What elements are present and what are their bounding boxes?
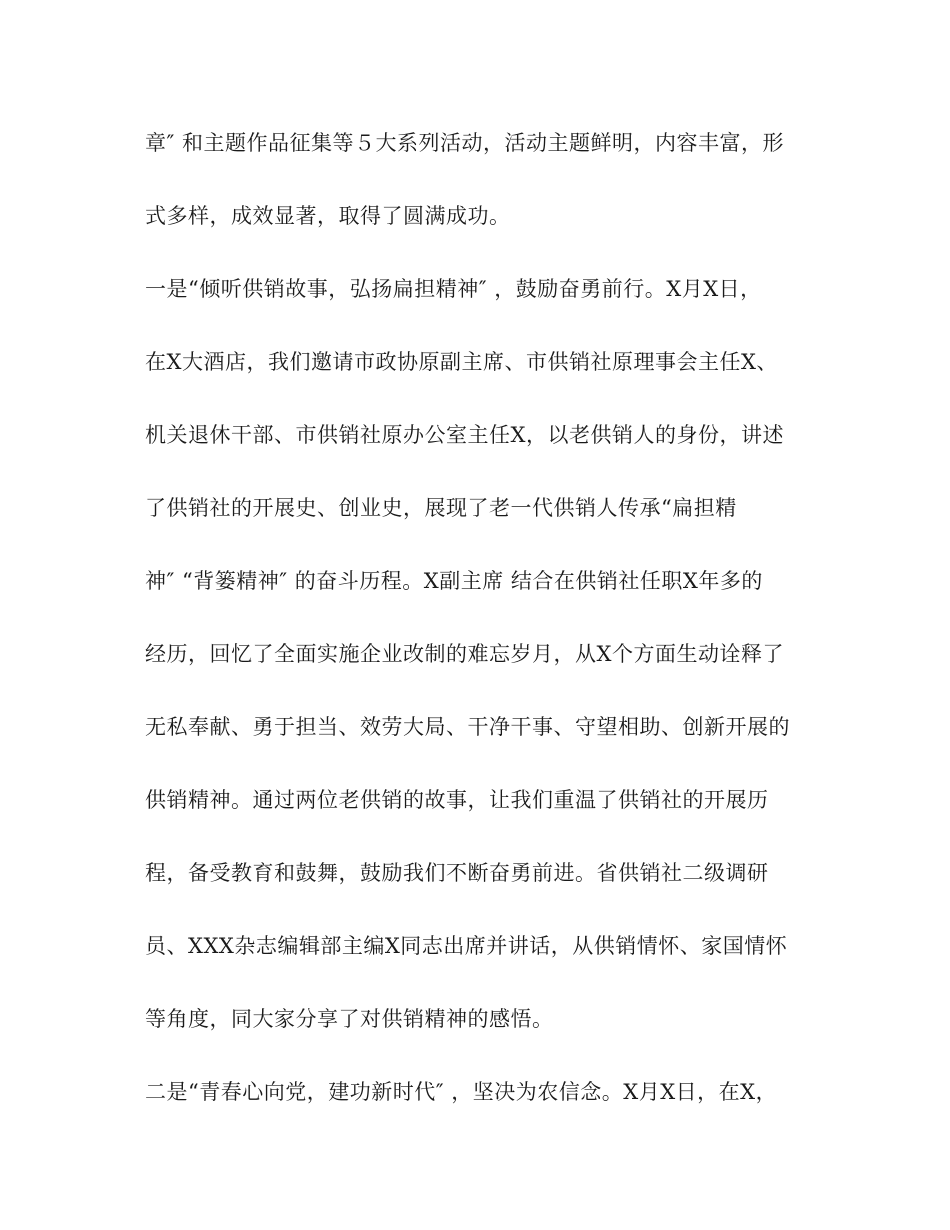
text-line: 二是“青春心向党，建功新时代″ ，坚决为农信念。X月X日，在X， (145, 1080, 778, 1104)
text-line: 供销精神。通过两位老供销的故事，让我们重温了供销社的开展历 (145, 788, 769, 812)
text-line: 一是“倾听供销故事，弘扬扁担精神″ ，鼓励奋勇前行。X月X日， (145, 277, 762, 301)
text-line: 式多样，成效显著，取得了圆满成功。 (145, 204, 511, 228)
text-line: 无私奉献、勇于担当、效劳大局、干净干事、守望相助、创新开展的 (145, 715, 790, 739)
text-line: 神″ “背篓精神″ 的奋斗历程。X副主席 结合在供销社任职X年多的 (145, 569, 763, 593)
text-line: 程，备受教育和鼓舞，鼓励我们不断奋勇前进。省供销社二级调研 (145, 861, 769, 885)
text-line: 等角度，同大家分享了对供销精神的感悟。 (145, 1007, 554, 1031)
text-line: 章″ 和主题作品征集等５大系列活动，活动主题鲜明，内容丰富，形 (145, 131, 785, 155)
text-line: 机关退休干部、市供销社原办公室主任X，以老供销人的身份，讲述 (145, 423, 784, 447)
text-line: 员、XXX杂志编辑部主编X同志出席并讲话，从供销情怀、家国情怀 (145, 934, 788, 958)
text-line: 在X大酒店，我们邀请市政协原副主席、市供销社原理事会主任X、 (145, 350, 778, 374)
text-line: 经历，回忆了全面实施企业改制的难忘岁月，从X个方面生动诠释了 (145, 642, 784, 666)
text-line: 了供销社的开展史、创业史，展现了老一代供销人传承“扁担精 (145, 496, 737, 520)
